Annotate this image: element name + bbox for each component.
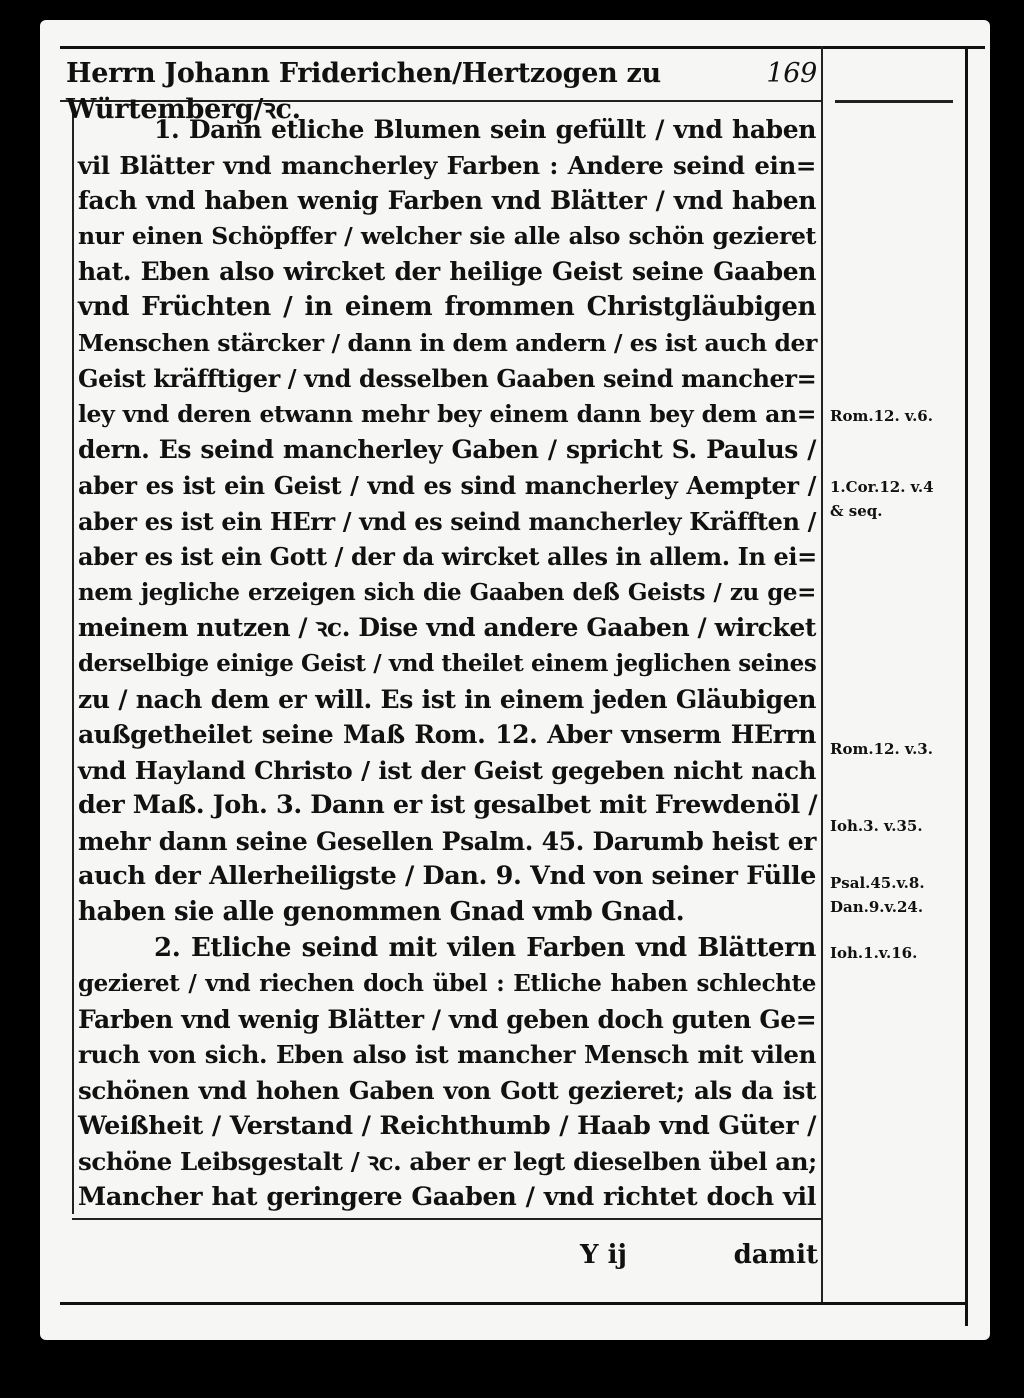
text-line: mehr dann seine Gesellen Psalm. 45. Darumb heist er xyxy=(78,826,816,856)
text-left-rule xyxy=(72,102,74,1214)
text-line: aber es ist ein HErr / vnd es seind mancherley Kräfften / xyxy=(78,506,816,536)
text-line: nur einen Schöpffer / welcher sie alle also schön gezieret xyxy=(78,221,816,250)
text-line: auch der Allerheiligste / Dan. 9. Vnd von seiner Fülle xyxy=(78,861,816,892)
margin-note-rom-12-6: Rom.12. v.6. xyxy=(830,407,933,425)
page-number: 169 xyxy=(766,58,817,89)
text-line: aber es ist ein Geist / vnd es sind mancherley Aempter / xyxy=(78,470,816,500)
text-line: schönen vnd hohen Gaben von Gott gezieret; als da ist xyxy=(78,1076,816,1106)
catchword: damit xyxy=(733,1240,818,1270)
margin-note-joh-3-35: Ioh.3. v.35. xyxy=(830,817,923,835)
text-line: haben sie alle genommen Gnad vmb Gnad. xyxy=(78,897,685,928)
text-line: dern. Es seind mancherley Gaben / spricht S. Paulus / xyxy=(78,435,816,465)
text-bottom-rule xyxy=(72,1218,821,1220)
text-line: 2. Etliche seind mit vilen Farben vnd Blättern xyxy=(154,932,816,963)
text-line: ruch von sich. Eben also ist mancher Mensch mit vilen xyxy=(78,1040,816,1070)
page-footer xyxy=(580,1240,818,1270)
text-line: nem jegliche erzeigen sich die Gaaben deß Geists / zu ge= xyxy=(78,578,816,606)
text-line: zu / nach dem er will. Es ist in einem jeden Gläubigen xyxy=(78,684,816,714)
margin-note-joh-1-16: Ioh.1.v.16. xyxy=(830,944,918,962)
text-line: gezieret / vnd riechen doch übel : Etliche haben schlechte xyxy=(78,970,816,998)
text-line: Menschen stärcker / dann in dem andern / es ist auch der xyxy=(78,328,818,357)
text-line: vnd Früchten / in einem frommen Christgläubigen xyxy=(78,291,816,322)
book-page xyxy=(40,20,990,1340)
margin-note-et-seq: & seq. xyxy=(830,502,883,520)
margin-note-psal-45-8: Psal.45.v.8. xyxy=(830,874,925,892)
main-text xyxy=(78,112,816,1215)
text-line: Mancher hat geringere Gaaben / vnd richtet doch vil xyxy=(78,1181,816,1212)
text-line: der Maß. Joh. 3. Dann er ist gesalbet mit Frewdenöl / xyxy=(78,790,818,821)
text-line: vil Blätter vnd mancherley Farben : Andere seind ein= xyxy=(78,150,816,180)
text-line: Geist kräfftiger / vnd desselben Gaaben seind mancher= xyxy=(78,364,817,394)
margin-note-1cor-12-4: 1.Cor.12. v.4 xyxy=(830,478,934,496)
frame-bottom-rule xyxy=(60,1302,968,1305)
text-line: aber es ist ein Gott / der da wircket alles in allem. In ei= xyxy=(78,542,817,572)
text-line: außgetheilet seine Maß Rom. 12. Aber vnserm HErrn xyxy=(78,720,816,750)
text-line: 1. Dann etliche Blumen sein gefüllt / vnd haben xyxy=(154,115,816,144)
text-line: derselbige einige Geist / vnd theilet einem jeglichen seines xyxy=(78,649,817,677)
text-line: Weißheit / Verstand / Reichthumb / Haab vnd Güter / xyxy=(78,1110,816,1141)
text-line: ley vnd deren etwann mehr bey einem dann bey dem an= xyxy=(78,399,816,428)
text-line: meinem nutzen / ꝛc. Dise vnd andere Gaaben / wircket xyxy=(78,613,816,643)
margin-column-rule xyxy=(821,46,823,1302)
text-line: schöne Leibsgestalt / ꝛc. aber er legt dieselben übel an; xyxy=(78,1147,817,1177)
running-header xyxy=(66,58,821,125)
margin-top-rule xyxy=(835,100,953,103)
text-line: vnd Hayland Christo / ist der Geist gegeben nicht nach xyxy=(78,755,816,785)
text-line: hat. Eben also wircket der heilige Geist seine Gaaben xyxy=(78,257,816,287)
frame-right-rule xyxy=(965,46,968,1326)
margin-note-rom-12-3: Rom.12. v.3. xyxy=(830,740,933,758)
running-title: Herrn Johann Friderichen/Hertzogen zu Würtemberg/ꝛc. xyxy=(66,58,661,125)
text-line: fach vnd haben wenig Farben vnd Blätter / vnd haben xyxy=(78,186,816,216)
signature-mark: Y ij xyxy=(580,1240,627,1270)
frame-top-rule xyxy=(60,46,985,49)
margin-note-dan-9-24: Dan.9.v.24. xyxy=(830,898,924,916)
text-line: Farben vnd wenig Blätter / vnd geben doch guten Ge= xyxy=(78,1004,817,1034)
